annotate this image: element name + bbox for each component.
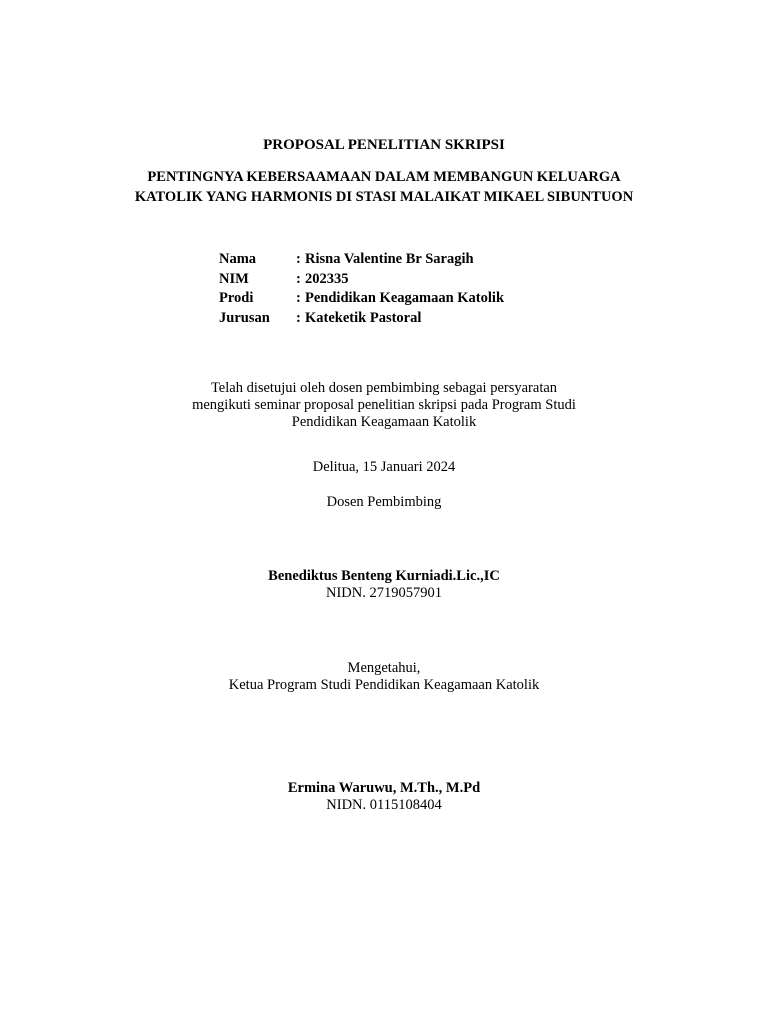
acknowledgement-role: Ketua Program Studi Pendidikan Keagamaan Katolik [228,677,540,693]
approval-line-3: Pendidikan Keagamaan Katolik [291,414,477,430]
info-label: Prodi [219,290,254,307]
info-colon: : [296,270,301,287]
info-colon: : [296,251,301,267]
info-colon: : [296,309,301,326]
program-head-nidn: NIDN. 0115108404 [326,797,442,813]
program-head-name: Ermina Waruwu, M.Th., M.Pd [287,780,481,796]
info-label: Nama [219,251,257,267]
acknowledgement-label: Mengetahui, [347,660,421,676]
approval-line-2: mengikuti seminar proposal penelitian skripsi pada Program Studi [192,397,576,413]
info-colon: : [296,290,301,307]
advisor-nidn: NIDN. 2719057901 [326,585,442,601]
approval-statement [0,380,768,431]
info-value: Risna Valentine Br Saragih [305,251,474,267]
advisor-heading: Dosen Pembimbing [326,494,442,510]
student-info-table [219,250,504,328]
research-title-line-1: PENTINGNYA KEBERSAAMAAN DALAM MEMBANGUN KELUARGA [147,169,621,185]
research-title-line-2: KATOLIK YANG HARMONIS DI STASI MALAIKAT MIKAEL SIBUNTUON [134,188,634,205]
place-date: Delitua, 15 Januari 2024 [312,459,456,475]
info-row-nim [219,270,504,290]
info-value: 202335 [305,270,349,287]
document-title: PROPOSAL PENELITIAN SKRIPSI [263,137,505,153]
info-label: Jurusan [219,309,270,326]
info-row-nama [219,250,504,270]
info-row-jurusan [219,309,504,329]
approval-line-1: Telah disetujui oleh dosen pembimbing sebagai persyaratan [210,380,558,396]
info-value: Pendidikan Keagamaan Katolik [305,290,505,307]
info-row-prodi [219,289,504,309]
research-title [0,168,768,207]
advisor-name: Benediktus Benteng Kurniadi.Lic.,IC [268,568,500,584]
info-value: Kateketik Pastoral [305,309,422,326]
info-label: NIM [219,270,249,287]
